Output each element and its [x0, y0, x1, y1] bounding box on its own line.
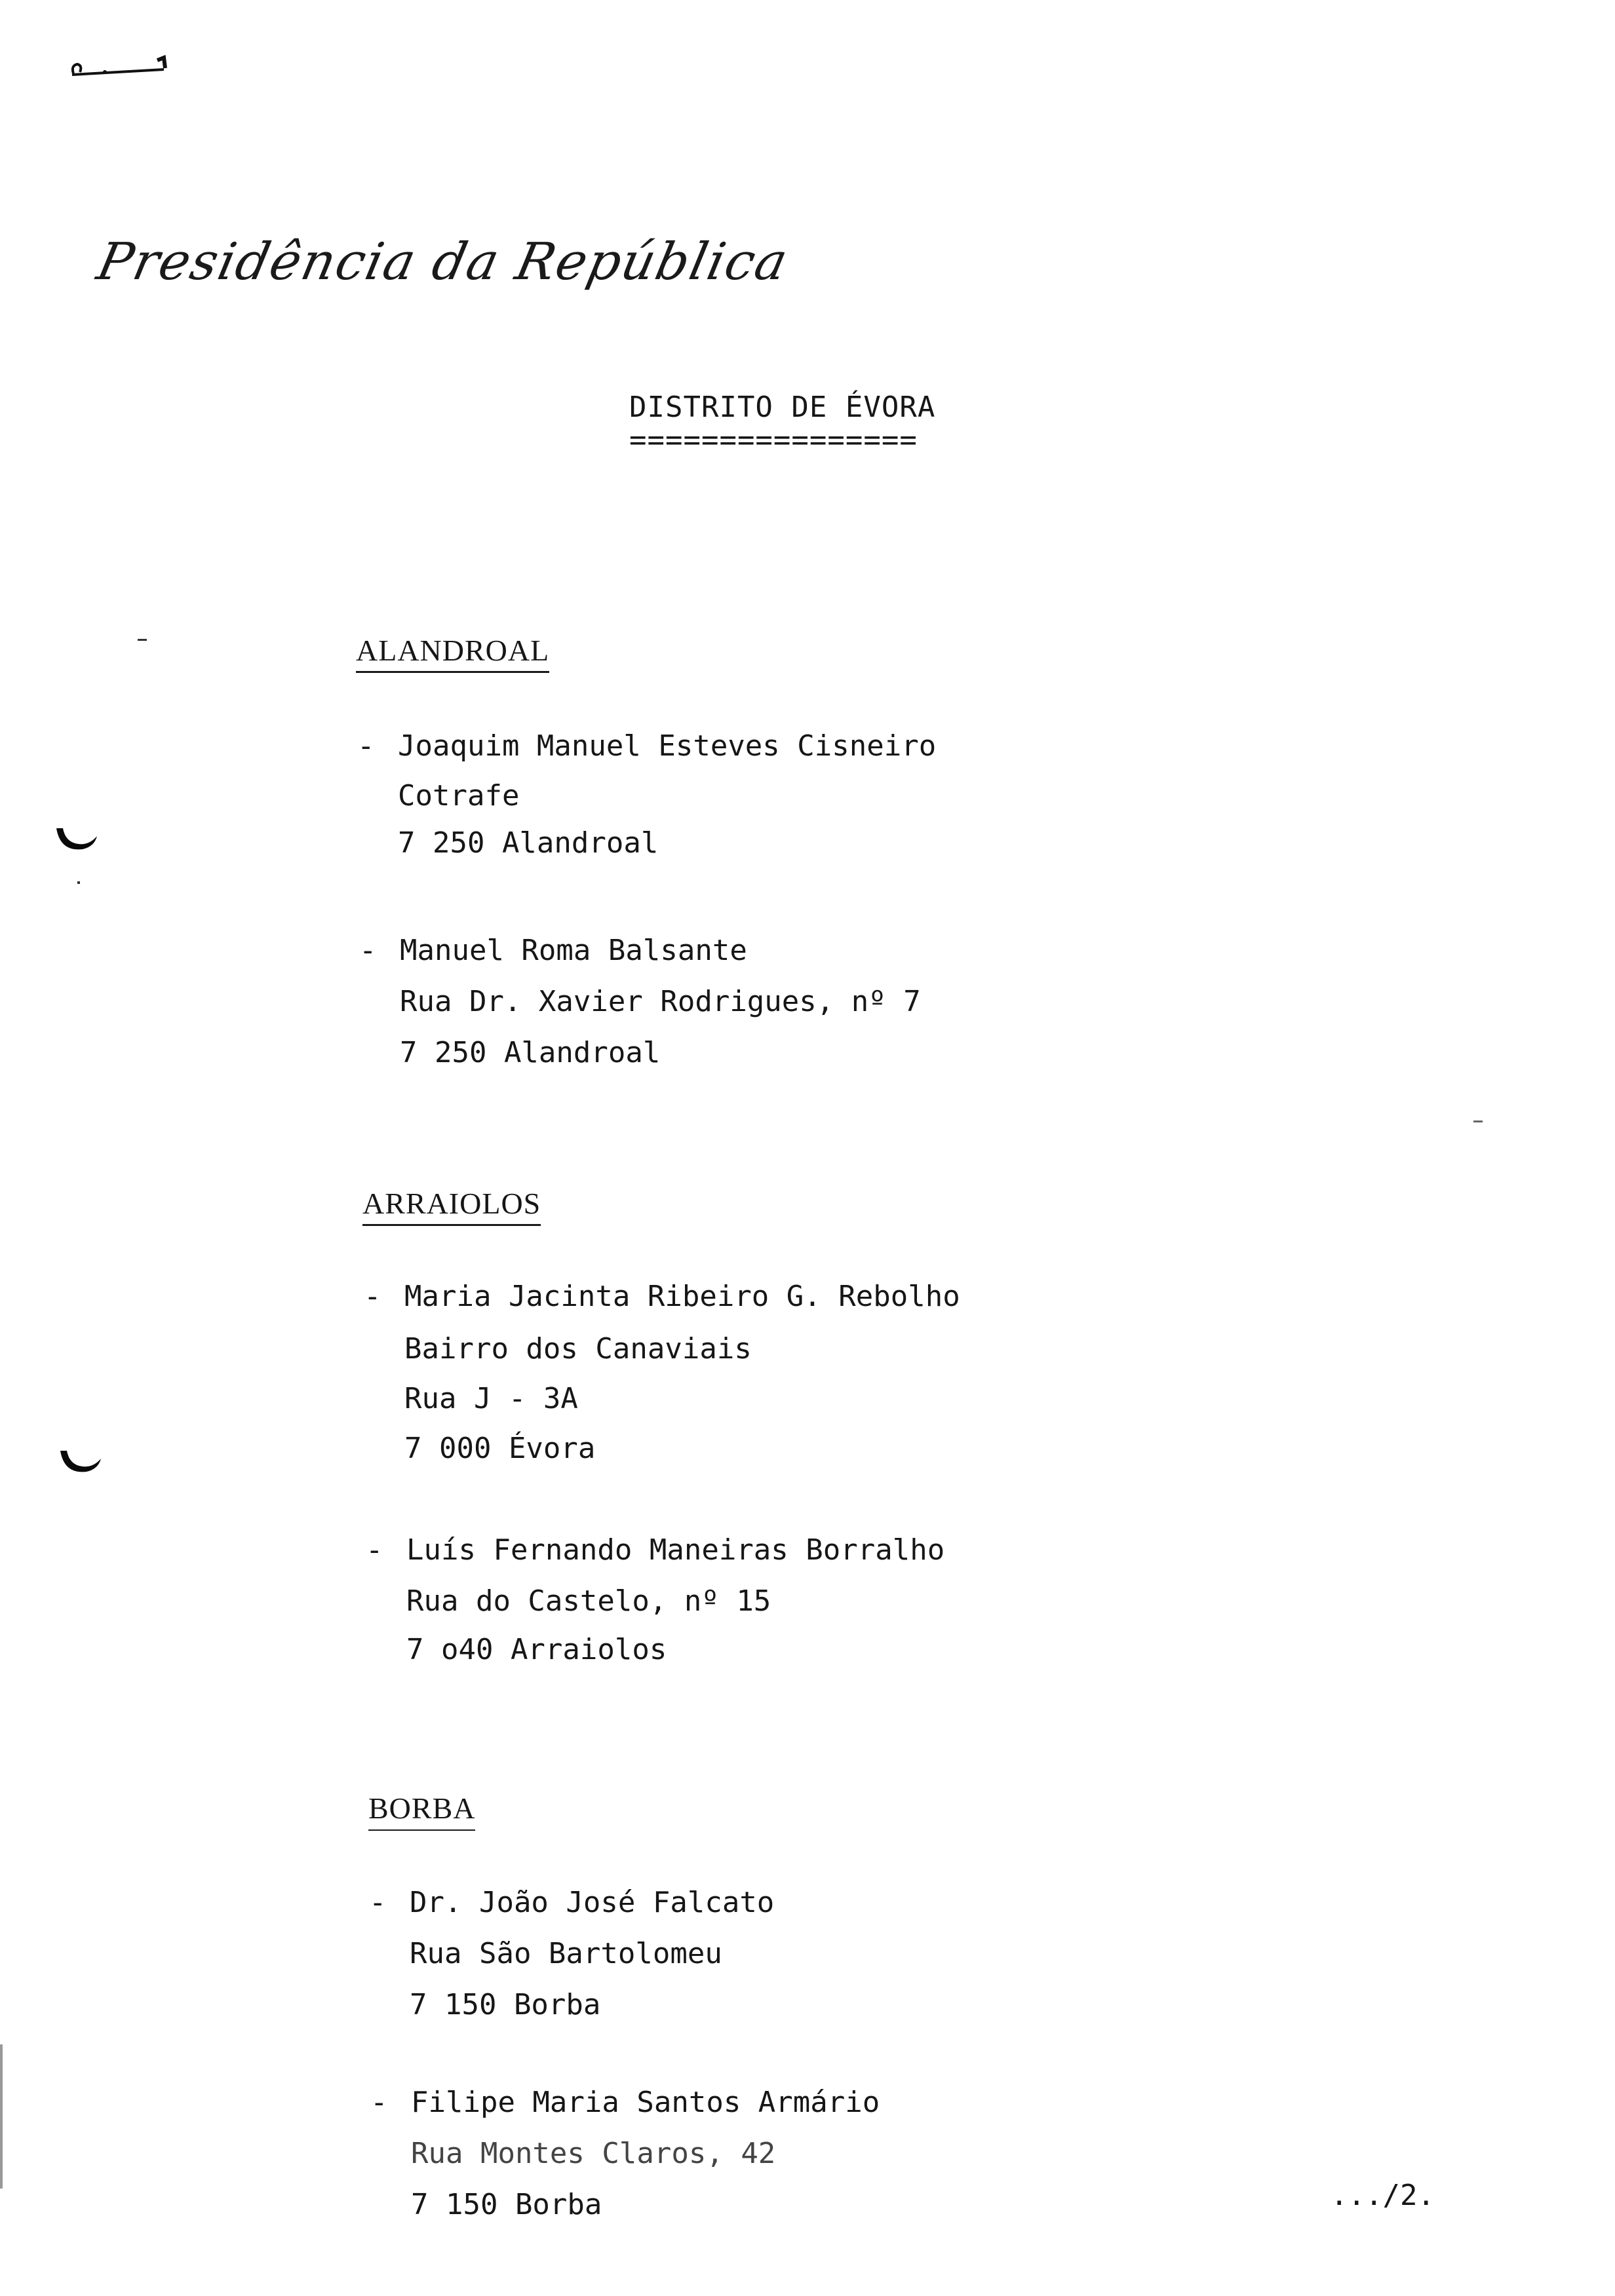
entry-address-line: Rua Dr. Xavier Rodrigues, nº 7 — [400, 985, 921, 1018]
list-item — [370, 2077, 880, 2230]
entry-address-line: Bairro dos Canaviais — [404, 1332, 752, 1366]
punch-hole-shadow-icon — [54, 819, 100, 858]
entry-name: Manuel Roma Balsante — [400, 934, 747, 967]
list-dash: - — [364, 1280, 381, 1313]
entry-name: Dr. João José Falcato — [410, 1886, 775, 1919]
section-heading-text: ARRAIOLOS — [362, 1187, 541, 1220]
entry-address-line: Rua Montes Claros, 42 — [411, 2137, 776, 2170]
entry-name: Luís Fernando Maneiras Borralho — [406, 1533, 945, 1567]
list-dash: - — [369, 1886, 387, 1919]
entry-address-line: 7 250 Alandroal — [400, 1036, 661, 1069]
scan-speck — [1473, 1120, 1483, 1122]
section-heading-arraiolos — [362, 1186, 541, 1221]
page-continuation: .../2. — [1331, 2179, 1435, 2212]
heading-underline — [368, 1829, 475, 1831]
entry-address-line: 7 150 Borba — [410, 1988, 601, 2021]
section-heading-text: BORBA — [368, 1791, 476, 1825]
entry-address-line: Rua do Castelo, nº 15 — [406, 1584, 771, 1618]
scan-edge-mark — [0, 2044, 3, 2189]
section-heading-borba — [368, 1791, 475, 1826]
section-heading-alandroal — [356, 633, 549, 668]
entry-address-line: Cotrafe — [398, 779, 520, 813]
scan-speck — [138, 639, 147, 641]
heading-underline — [362, 1224, 541, 1226]
list-dash: - — [357, 729, 375, 763]
entry-address-line: 7 250 Alandroal — [398, 826, 659, 860]
entry-address-line: Rua J - 3A — [404, 1382, 578, 1415]
entry-address-line: Rua São Bartolomeu — [410, 1937, 722, 1970]
list-dash: - — [359, 934, 377, 967]
list-item — [359, 925, 921, 1079]
entry-address-line: 7 150 Borba — [411, 2188, 602, 2221]
list-item — [364, 1271, 960, 1474]
handwritten-corner-mark-icon — [66, 46, 177, 85]
list-item — [366, 1525, 944, 1675]
list-dash: - — [370, 2086, 388, 2119]
entry-name: Filipe Maria Santos Armário — [411, 2086, 880, 2119]
entry-name: Maria Jacinta Ribeiro G. Rebolho — [404, 1280, 960, 1313]
scan-speck — [77, 881, 80, 884]
list-dash: - — [366, 1533, 383, 1567]
entry-address-line: 7 o40 Arraiolos — [406, 1633, 667, 1666]
punch-hole-shadow-icon — [58, 1442, 104, 1481]
heading-underline — [356, 671, 549, 673]
entry-name: Joaquim Manuel Esteves Cisneiro — [398, 729, 937, 763]
list-item — [357, 721, 936, 869]
list-item — [369, 1877, 774, 2031]
page-title: DISTRITO DE ÉVORA — [629, 391, 936, 424]
entry-address-line: 7 000 Évora — [404, 1432, 596, 1465]
letterhead: Presidência da República — [92, 233, 794, 292]
section-heading-text: ALANDROAL — [356, 634, 550, 667]
title-double-rule: ================ — [629, 423, 918, 457]
